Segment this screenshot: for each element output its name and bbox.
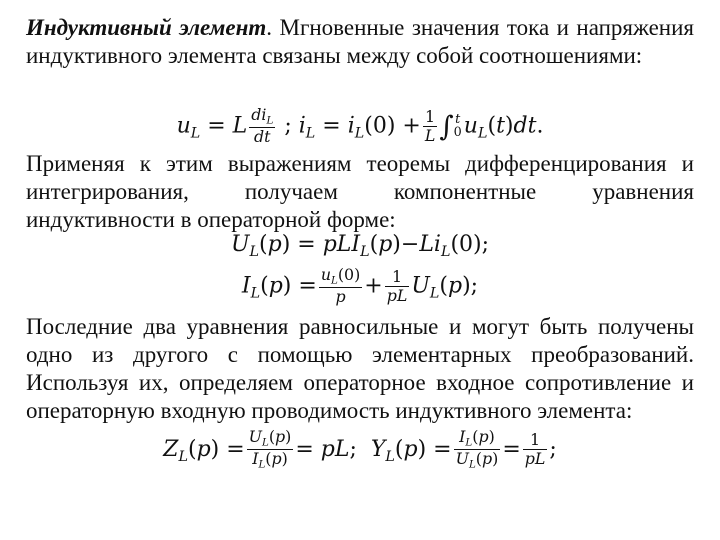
equation-4: $Z_L(p)$ = $\frac{U_L(p)}{I_L(p)}$ = pL; $Y_L(p)$ = $\frac{I_L(p)}{U_L(p)}$ = $\frac{1}{pL}$ ; bbox=[163, 427, 557, 472]
term-inductive-element: Индуктивный элемент bbox=[26, 15, 267, 40]
paragraph-definition-text: . Мгновенные значения тока и напряжения индуктивного элемента связаны между собой соотношениями: bbox=[26, 15, 695, 68]
equation-3: $I_L(p)$ = $\frac{u_L(0)}{p}$ + $\frac{1}{pL}$ $U_L(p)$; bbox=[241, 265, 479, 307]
paragraph-transform: Применяя к этим выражениям теоремы дифференцирования и интегрирования, получаем компонентные уравнения индуктивности в операторной форме: bbox=[26, 151, 694, 232]
paragraph-impedance: Последние два уравнения равносильные и могут быть получены одно из другого с помощью элементарных преобразований. Используя их, определяем операторное входное сопротивление и операторную входную проводимость индуктивного элемента: bbox=[26, 314, 694, 423]
paragraph-definition bbox=[26, 14, 694, 70]
equation-1: $u_L = L$ $\frac{di_L}{dt}$ ; $i_L = i_L(0)$ + $\frac{1}{L}$ ∫ t 0 $u_L(t)dt$. bbox=[176, 105, 544, 147]
equation-2: $U_L(p) = pLI_L(p)-Li_L(0)$; bbox=[230, 232, 490, 260]
